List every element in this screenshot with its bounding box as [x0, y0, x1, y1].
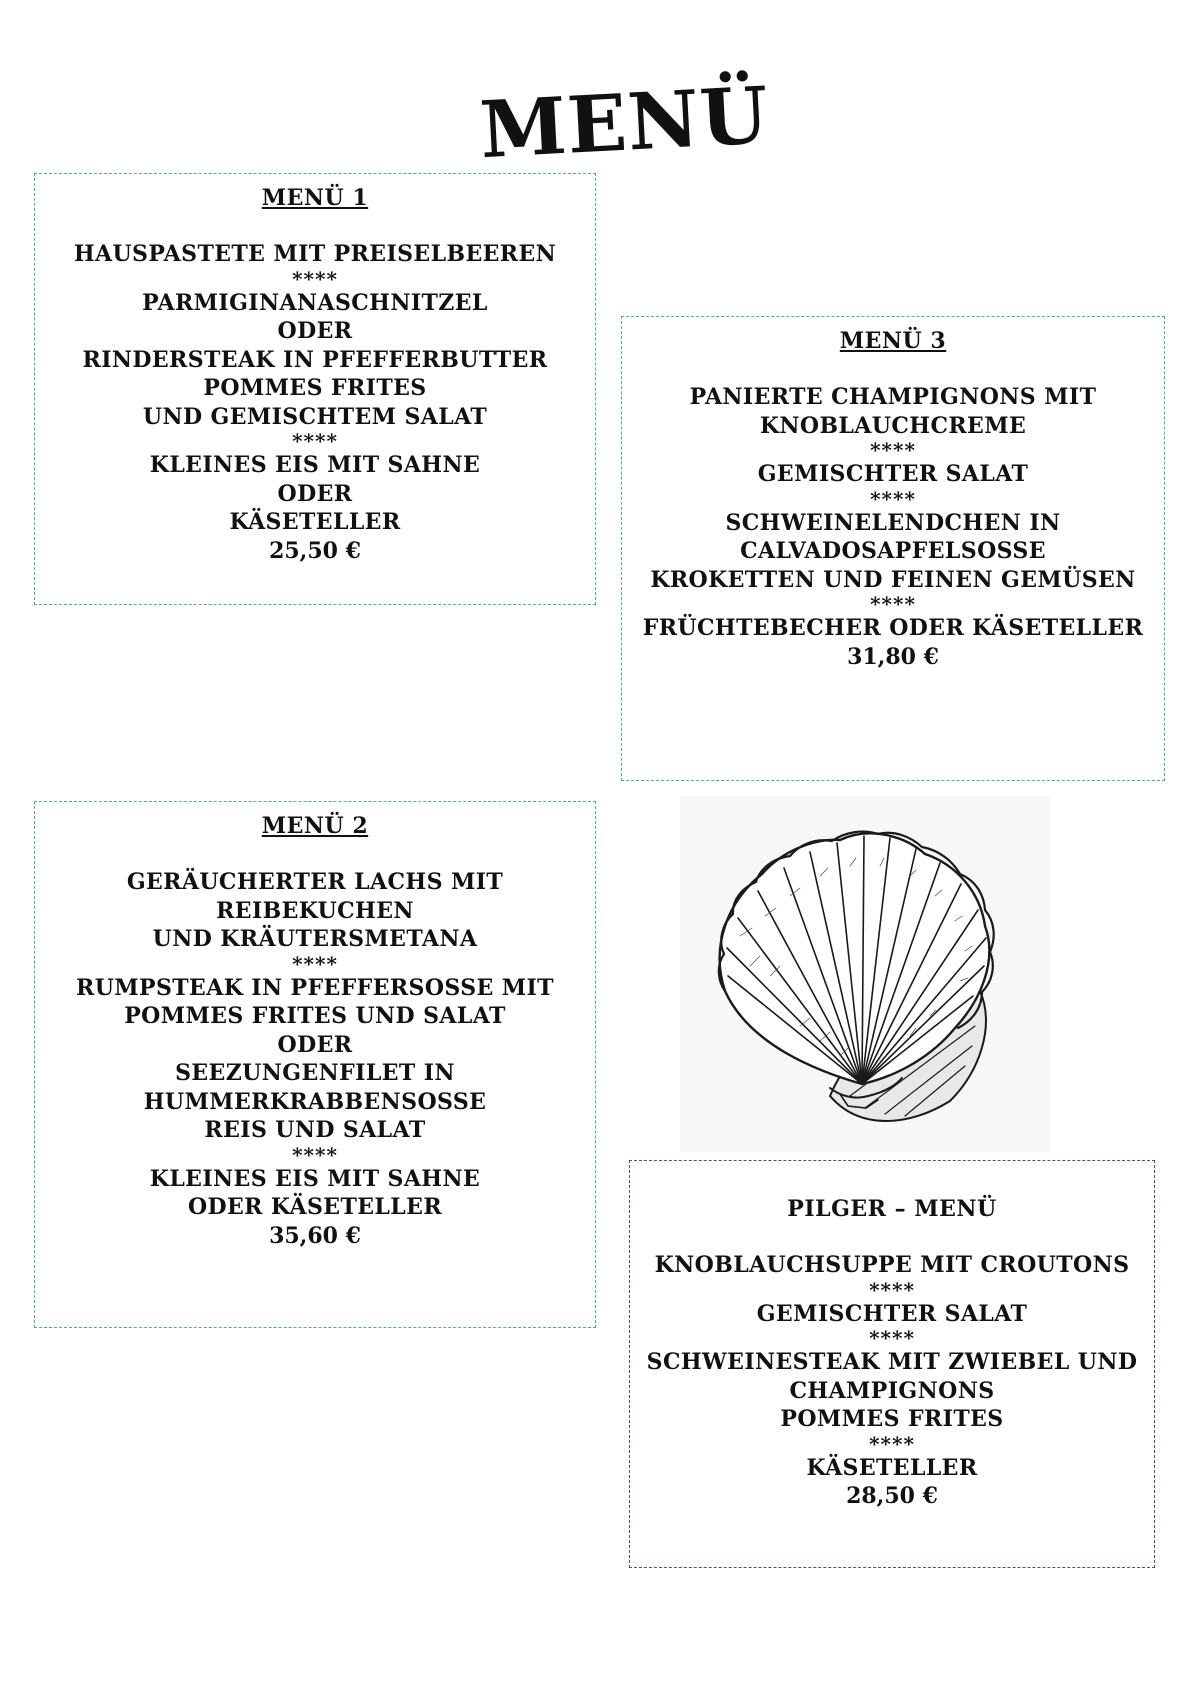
- course-line: ODER KÄSETELLER: [187, 1194, 443, 1220]
- course-line: FRÜCHTEBECHER ODER KÄSETELLER: [642, 615, 1144, 641]
- menu-card-3: [621, 316, 1165, 781]
- course-line: RUMPSTEAK IN PFEFFERSOSSE MIT: [76, 974, 554, 1001]
- course-line: HUMMERKRABBENSOSSE: [143, 1088, 487, 1115]
- course-line: KLEINES EIS MIT SAHNE: [149, 452, 481, 478]
- course-line: ODER: [277, 480, 353, 507]
- course-separator: ****: [869, 1277, 915, 1302]
- course-line: KNOBLAUCHCREME: [759, 412, 1027, 439]
- menu-title: MENÜ 3: [839, 328, 947, 354]
- course-line: CALVADOSAPFELSOSSE: [740, 538, 1046, 564]
- course-line: POMMES FRITES: [203, 375, 427, 401]
- course-line: POMMES FRITES UND SALAT: [124, 1003, 506, 1029]
- course-separator: ****: [869, 1326, 915, 1350]
- page-title: MENÜ: [477, 70, 772, 177]
- course-line: GEMISCHTER SALAT: [756, 1300, 1028, 1327]
- menu-title: MENÜ 2: [261, 813, 369, 839]
- menu-price: 25,50 €: [269, 537, 361, 564]
- course-separator: ****: [292, 1142, 338, 1167]
- course-line: SCHWEINESTEAK MIT ZWIEBEL UND: [646, 1349, 1138, 1375]
- course-line: POMMES FRITES: [780, 1406, 1004, 1432]
- course-line: PARMIGINANASCHNITZEL: [142, 289, 488, 316]
- menu-card-2: [34, 801, 596, 1328]
- course-line: KNOBLAUCHSUPPE MIT CROUTONS: [654, 1252, 1130, 1278]
- course-line: GEMISCHTER SALAT: [757, 461, 1029, 487]
- menu-price: 31,80 €: [847, 643, 939, 670]
- menu-price: 28,50 €: [846, 1483, 938, 1509]
- course-line: CHAMPIGNONS: [789, 1377, 995, 1404]
- course-line: KLEINES EIS MIT SAHNE: [149, 1165, 481, 1192]
- course-line: REIBEKUCHEN: [216, 897, 414, 924]
- course-separator: ****: [869, 1431, 915, 1456]
- course-line: KÄSETELLER: [806, 1454, 978, 1481]
- scallop-shell-icon: [680, 796, 1050, 1152]
- course-line: SEEZUNGENFILET IN: [175, 1060, 455, 1086]
- course-line: HAUSPASTETE MIT PREISELBEEREN: [73, 241, 557, 267]
- course-line: ODER: [277, 318, 353, 344]
- menu-title: PILGER – MENÜ: [787, 1196, 997, 1222]
- course-separator: ****: [870, 486, 916, 511]
- menu-title: MENÜ 1: [261, 185, 369, 211]
- course-line: UND GEMISCHTEM SALAT: [142, 403, 488, 430]
- menu-card-pilger: [629, 1160, 1155, 1568]
- course-line: ODER: [277, 1031, 353, 1058]
- course-separator: ****: [292, 266, 338, 291]
- course-separator: ****: [292, 951, 338, 976]
- course-line: SCHWEINELENDCHEN IN: [725, 509, 1061, 536]
- course-separator: ****: [292, 429, 338, 453]
- course-line: KROKETTEN UND FEINEN GEMÜSEN: [650, 566, 1136, 593]
- course-line: UND KRÄUTERSMETANA: [152, 926, 478, 952]
- menu-card-1: [34, 173, 596, 605]
- course-line: REIS UND SALAT: [204, 1117, 426, 1143]
- course-line: PANIERTE CHAMPIGNONS MIT: [689, 384, 1097, 410]
- menu-price: 35,60 €: [269, 1222, 361, 1249]
- course-line: GERÄUCHERTER LACHS MIT: [126, 869, 504, 895]
- course-line: KÄSETELLER: [229, 509, 401, 535]
- course-separator: ****: [870, 438, 916, 462]
- course-line: RINDERSTEAK IN PFEFFERBUTTER: [82, 346, 548, 373]
- course-separator: ****: [870, 592, 916, 616]
